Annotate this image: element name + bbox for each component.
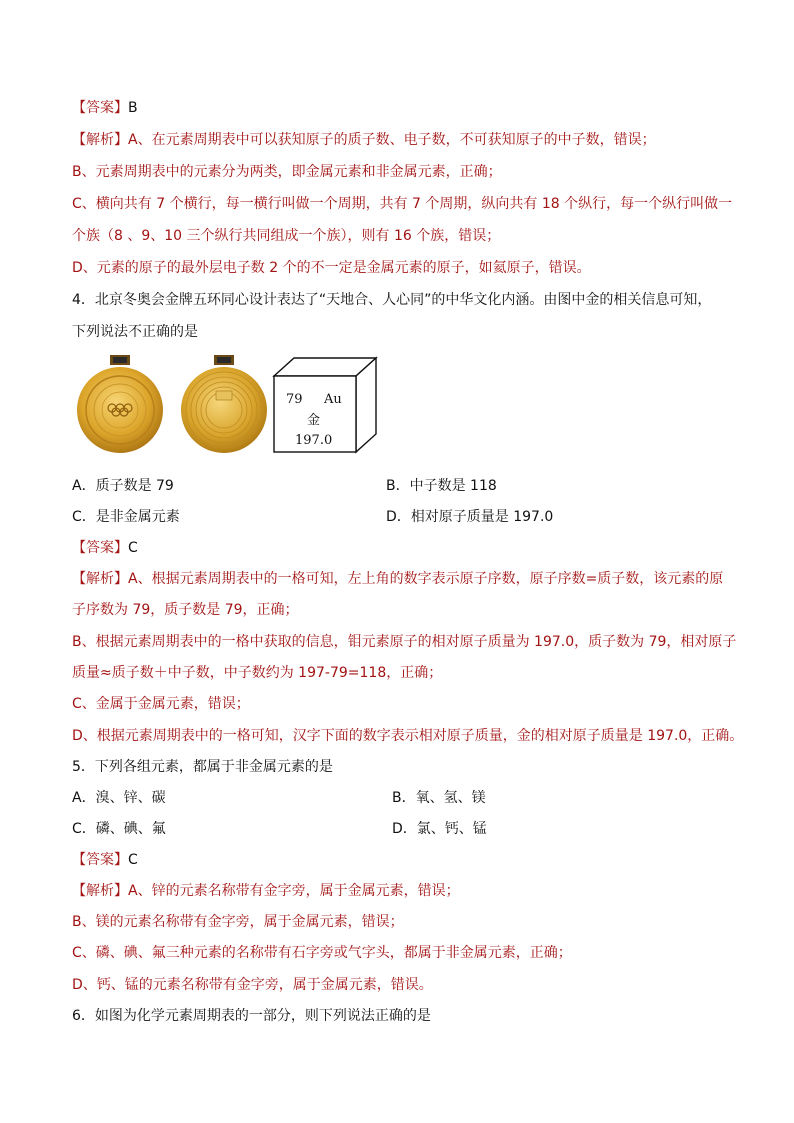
q5-option-c: C．磷、碘、氟: [72, 821, 166, 837]
q4-analysis-line-6: D、根据元素周期表中的一格可知，汉字下面的数字表示相对原子质量，金的相对原子质量是 197.0，正确。: [72, 728, 744, 744]
q4-analysis-line-3: B、根据元素周期表中的一格中获取的信息，钼元素原子的相对原子质量为 197.0，质子数为 79，相对原子: [72, 634, 737, 650]
q4-analysis-line-1: [72, 569, 723, 589]
q4-analysis-line-4: 质量≈质子数＋中子数，中子数约为 197-79=118，正确；: [72, 665, 443, 681]
q4-option-b: B．中子数是 118: [386, 478, 497, 494]
analysis-text: A、根据元素周期表中的一格可知，左上角的数字表示原子序数，原子序数=质子数，该元素的原: [128, 571, 724, 587]
answer-value: C: [128, 540, 138, 556]
answer-tag: 【答案】: [72, 540, 128, 556]
q4-option-d: D．相对原子质量是 197.0: [386, 509, 554, 525]
analysis-tag: 【解析】: [72, 571, 128, 587]
q4-option-a: A．质子数是 79: [72, 478, 174, 494]
q4-stem-line-1: 4．北京冬奥会金牌五环同心设计表达了“天地合、人心同”的中华文化内涵。由图中金的相关信息可知，: [72, 292, 712, 308]
q3-analysis-line-4: 个族（8 、9、10 三个纵行共同组成一个族），则有 16 个族，错误；: [72, 228, 501, 244]
analysis-tag: 【解析】: [72, 883, 128, 899]
q5-stem: 5．下列各组元素，都属于非金属元素的是: [72, 759, 333, 775]
answer-value: B: [128, 100, 138, 116]
analysis-text: A、锌的元素名称带有金字旁，属于金属元素，错误；: [128, 883, 460, 899]
q4-option-c: C．是非金属元素: [72, 509, 180, 525]
q5-option-d: D．氯、钙、锰: [392, 821, 487, 837]
gold-medal-front-image: [72, 355, 168, 455]
answer-value: C: [128, 852, 138, 868]
element-atomic-number: 79: [286, 392, 303, 407]
q4-answer: [72, 538, 138, 558]
element-name: 金: [307, 413, 321, 428]
element-atomic-mass: 197.0: [295, 433, 333, 448]
analysis-tag: 【解析】: [72, 132, 128, 148]
answer-tag: 【答案】: [72, 100, 128, 116]
q5-analysis-line-2: B、镁的元素名称带有金字旁，属于金属元素，错误；: [72, 914, 404, 930]
element-cell-gold: [272, 356, 380, 456]
answer-tag: 【答案】: [72, 852, 128, 868]
q5-analysis-line-3: C、磷、碘、氟三种元素的名称带有石字旁或气字头，都属于非金属元素，正确；: [72, 945, 572, 961]
q5-option-a: A．溴、锌、碳: [72, 790, 166, 806]
q3-answer: [72, 98, 138, 118]
q6-stem: 6．如图为化学元素周期表的一部分，则下列说法正确的是: [72, 1008, 431, 1024]
element-symbol: Au: [324, 392, 342, 407]
q3-analysis-line-5: D、元素的原子的最外层电子数 2 个的不一定是金属元素的原子，如氦原子，错误。: [72, 260, 591, 276]
q3-analysis-line-3: C、横向共有 7 个横行，每一横行叫做一个周期，共有 7 个周期，纵向共有 18 个纵行，每一个纵行叫做一: [72, 196, 733, 212]
q4-analysis-line-2: 子序数为 79，质子数是 79，正确；: [72, 602, 299, 618]
q5-analysis-line-4: D、钙、锰的元素名称带有金字旁，属于金属元素，错误。: [72, 977, 433, 993]
q5-option-b: B．氧、氢、镁: [392, 790, 486, 806]
gold-medal-back-image: [176, 355, 272, 455]
q4-stem-line-2: 下列说法不正确的是: [72, 324, 198, 340]
q3-analysis-line-1: [72, 130, 656, 150]
q3-analysis-line-2: B、元素周期表中的元素分为两类，即金属元素和非金属元素，正确；: [72, 164, 502, 180]
q5-analysis-line-1: [72, 881, 460, 901]
analysis-text: A、在元素周期表中可以获知原子的质子数、电子数，不可获知原子的中子数，错误；: [128, 132, 656, 148]
q5-answer: [72, 850, 138, 870]
q4-analysis-line-5: C、金属于金属元素，错误；: [72, 696, 250, 712]
